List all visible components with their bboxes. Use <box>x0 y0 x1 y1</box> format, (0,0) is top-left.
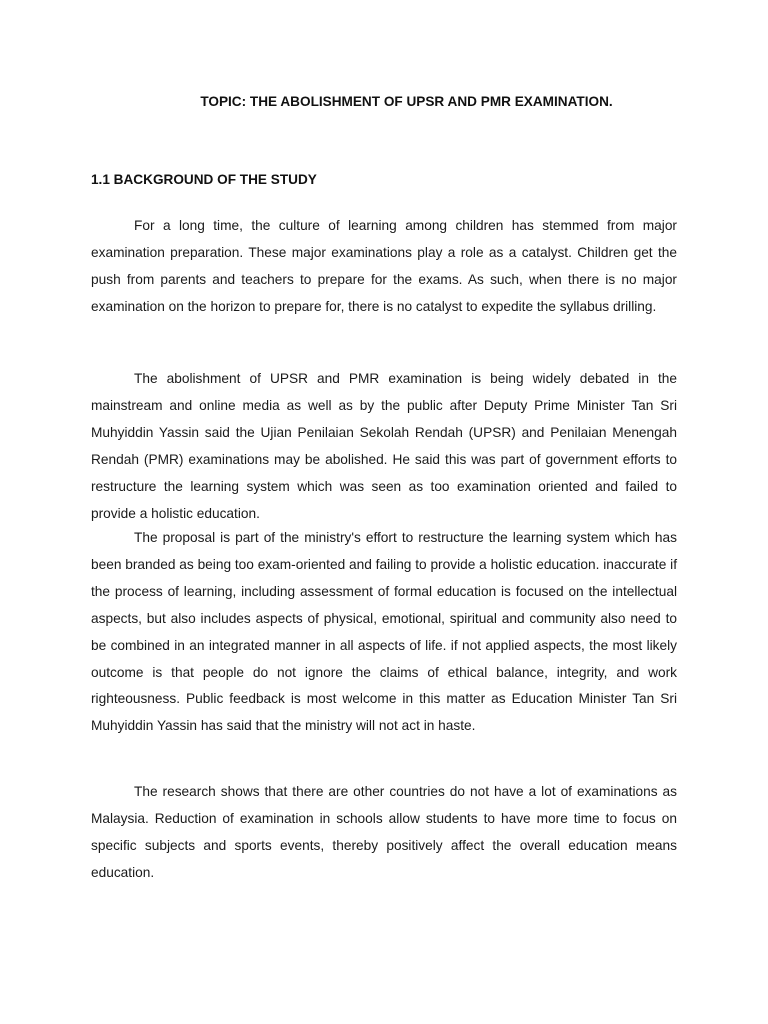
document-title: TOPIC: THE ABOLISHMENT OF UPSR AND PMR EXAMINATION. <box>200 94 613 109</box>
paragraph-4: The research shows that there are other countries do not have a lot of examinations as Malaysia. Reduction of examination in schools allow students to have more time to focus on specific subjects and sports events, thereby positively affect the overall education means education. <box>91 784 677 880</box>
paragraph-1: For a long time, the culture of learning among children has stemmed from major examination preparation. These major examinations play a role as a catalyst. Children get the push from parents and teachers to prepare for the exams. As such, when there is no major examination on the horizon to prepare for, there is no catalyst to expedite the syllabus drilling. <box>91 218 677 314</box>
section-heading: 1.1 BACKGROUND OF THE STUDY <box>91 172 317 187</box>
paragraph-3: The proposal is part of the ministry's effort to restructure the learning system which has been branded as being too exam-oriented and failing to provide a holistic education. inaccurate if the process of learning, including assessment of formal education is focused on the intellectual aspects, but also includes aspects of physical, emotional, spiritual and community also need to be combined in an integrated manner in all aspects of life. if not applied aspects, the most likely outcome is that people do not ignore the claims of ethical balance, integrity, and work righteousness. Public feedback is most welcome in this matter as Education Minister Tan Sri Muhyiddin Yassin has said that the ministry will not act in haste. <box>91 530 677 734</box>
paragraph-2: The abolishment of UPSR and PMR examination is being widely debated in the mainstream and online media as well as by the public after Deputy Prime Minister Tan Sri Muhyiddin Yassin said the Ujian Penilaian Sekolah Rendah (UPSR) and Penilaian Menengah Rendah (PMR) examinations may be abolished. He said this was part of government efforts to restructure the learning system which was seen as too examination oriented and failed to provide a holistic education. <box>91 371 677 521</box>
